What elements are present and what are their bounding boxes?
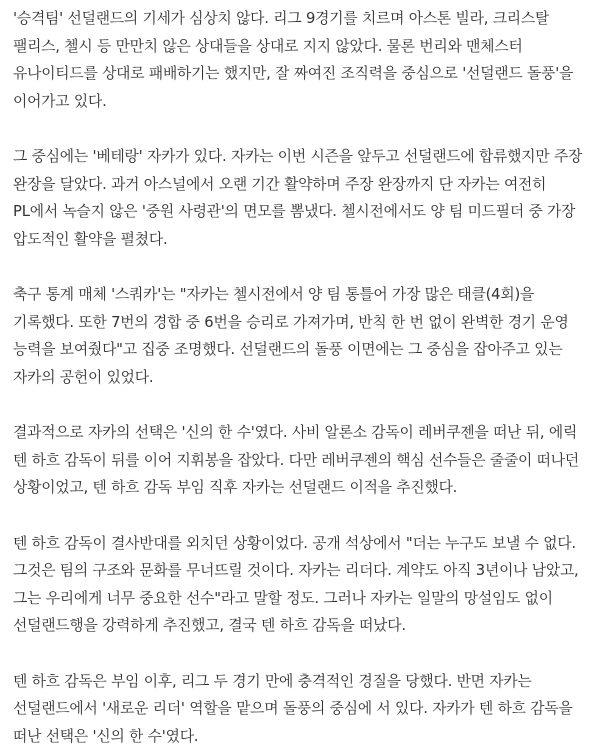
paragraph-3: 축구 통계 매체 '스쿼카'는 "자카는 첼시전에서 양 팀 통틀어 가장 많은 태클(4회)을 기록했다. 또한 7번의 경합 중 6번을 승리로 가져가며, 반칙 한 번 없이 완벽한 경기 운영 능력을 보여줬다"고 집중 조명했다. 선덜랜드의 돌풍 이면에는 그 중심을 잡아주고 있는 자카의 공헌이 있었다. [13,286,569,386]
paragraph-4: 결과적으로 자카의 선택은 '신의 한 수'였다. 사비 알론소 감독이 레버쿠젠을 떠난 뒤, 에릭 텐 하흐 감독이 뒤를 이어 지휘봉을 잡았다. 다만 레버쿠젠의 핵심 선수들은 줄줄이 떠나던 상황이었고, 텐 하흐 감독 부임 직후 자카는 선덜랜드 이적을 추진했다. [13,424,579,496]
paragraph-1: '승격팀' 선덜랜드의 기세가 심상치 않다. 리그 9경기를 치르며 아스톤 빌라, 크리스탈 팰리스, 첼시 등 만만치 않은 상대들을 상대로 지지 않았다. 물론 번리와 맨체스터 유나이티드를 상대로 패배하기는 했지만, 잘 짜여진 조직력을 중심으로 '선덜랜드 돌풍'을 이어가고 있다. [13,10,574,110]
paragraph-5: 텐 하흐 감독이 결사반대를 외치던 상황이었다. 공개 석상에서 "더는 누구도 보낼 수 없다. 그것은 팀의 구조와 문화를 무너뜨릴 것이다. 자카는 리더다. 계약도 아직 3년이나 남았고, 그는 우리에게 너무 중요한 선수"라고 말할 정도. 그러나 자카는 일말의 망설임도 없이 선덜랜드행을 강력하게 추진했고, 결국 텐 하흐 감독을 떠났다. [13,534,579,634]
paragraph-6: 텐 하흐 감독은 부임 이후, 리그 두 경기 만에 충격적인 경질을 당했다. 반면 자카는 선덜랜드에서 '새로운 리더' 역할을 맡으며 돌풍의 중심에 서 있다. 자카가 텐 하흐 감독을 떠난 선택은 '신의 한 수'였다. [13,672,573,745]
paragraph-2: 그 중심에는 '베테랑' 자카가 있다. 자카는 이번 시즌을 앞두고 선덜랜드에 합류했지만 주장 완장을 달았다. 과거 아스널에서 오랜 기간 활약하며 주장 완장까지 단 자카는 여전히 PL에서 녹슬지 않은 '중원 사령관'의 면모를 뽐냈다. 첼시전에서도 양 팀 미드필더 중 가장 압도적인 활약을 펼쳤다. [13,148,583,248]
